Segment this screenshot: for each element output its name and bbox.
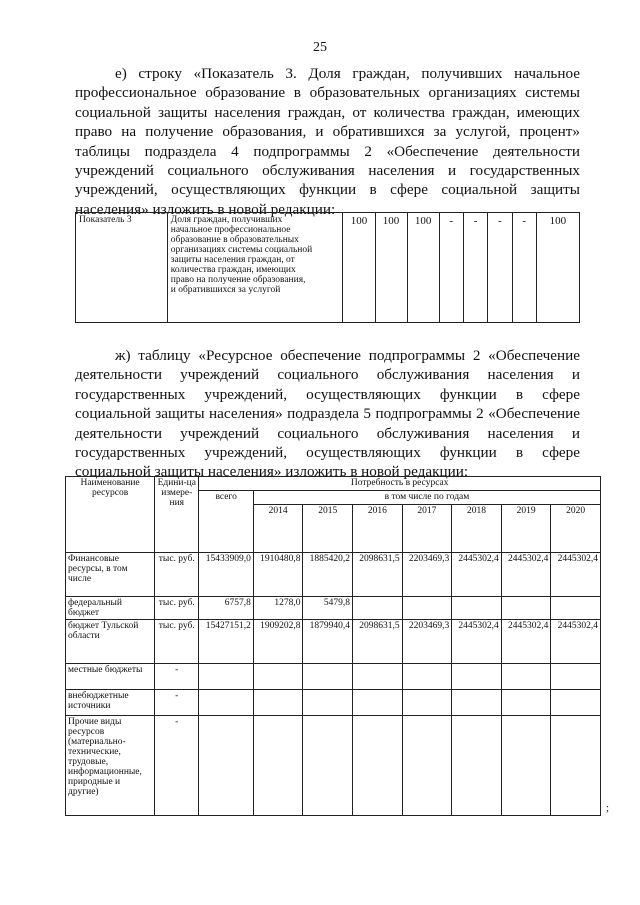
text-line: учреждений социального обслуживания населения и государственных	[75, 161, 580, 179]
resource-total: 15433909,0	[199, 553, 253, 597]
resource-year-value	[501, 597, 551, 620]
resource-year-value	[402, 716, 452, 816]
description-line: право на получение образования,	[170, 275, 306, 285]
text-line: профессиональное образование в образовательных организациях системы	[75, 84, 580, 102]
end-mark: ;	[606, 802, 610, 814]
resource-total	[199, 664, 253, 690]
description-line: организациях системы социальной	[170, 245, 313, 255]
resource-unit: -	[155, 716, 199, 816]
table-row	[66, 597, 601, 620]
resources-table	[65, 476, 601, 816]
resource-year-value	[551, 716, 601, 816]
resource-year-value	[253, 690, 303, 716]
resource-year-value: 2445302,4	[501, 620, 551, 664]
text-line: социальной защиты населения» изложить в новой редакции:	[75, 463, 469, 481]
table-row	[66, 716, 601, 816]
resource-name: внебюджетные источники	[66, 690, 155, 716]
indicator-value: 100	[407, 213, 439, 323]
text-line: социальной защиты населения граждан, от количества граждан, имеющих	[75, 103, 580, 121]
resource-year-value	[551, 597, 601, 620]
header-year: 2017	[402, 505, 452, 553]
header-year: 2018	[452, 505, 502, 553]
resource-year-value	[402, 690, 452, 716]
indicator-name: Показатель 3	[76, 213, 168, 323]
header-year: 2020	[551, 505, 601, 553]
indicator-table	[75, 212, 580, 323]
page-number: 25	[313, 40, 327, 55]
text-line: право на получение образования, и обратившихся за услугой, процент»	[75, 123, 580, 141]
header-year: 2015	[303, 505, 353, 553]
resource-year-value: 1910480,8	[253, 553, 303, 597]
indicator-value: 100	[536, 213, 579, 323]
text-line: населения» изложить в новой редакции:	[75, 200, 336, 218]
description-line: и обратившихся за услугой	[170, 285, 281, 295]
paragraph-zh	[75, 346, 580, 482]
text-line: деятельности учреждений социального обслуживания населения и	[75, 424, 580, 442]
resource-year-value: 2098631,5	[353, 553, 403, 597]
resource-year-value	[353, 597, 403, 620]
description-line: количества граждан, имеющих	[170, 265, 296, 275]
indicator-description	[167, 213, 343, 323]
description-line: Доля граждан, получивших	[170, 215, 283, 225]
resource-year-value	[452, 664, 502, 690]
resource-year-value	[501, 716, 551, 816]
resource-name: бюджет Тульской области	[66, 620, 155, 664]
resource-year-value: 2445302,4	[452, 553, 502, 597]
table-row	[66, 553, 601, 597]
indicator-value: -	[463, 213, 487, 323]
resource-year-value	[452, 690, 502, 716]
indicator-value: -	[439, 213, 463, 323]
resource-total	[199, 716, 253, 816]
header-resource: Наименование ресурсов	[66, 477, 155, 553]
resource-name: федеральный бюджет	[66, 597, 155, 620]
resource-year-value	[402, 597, 452, 620]
text-line: ж) таблицу «Ресурсное обеспечение подпрограммы 2 «Обеспечение	[115, 347, 580, 364]
header-year: 2019	[501, 505, 551, 553]
header-total: всего	[199, 491, 253, 553]
resource-total: 6757,8	[199, 597, 253, 620]
indicator-value: 100	[343, 213, 375, 323]
resource-year-value	[452, 597, 502, 620]
resource-unit: -	[155, 664, 199, 690]
resource-name: Финансовые ресурсы, в том числе	[66, 553, 155, 597]
resource-year-value	[353, 716, 403, 816]
resource-unit: тыс. руб.	[155, 597, 199, 620]
table-row	[66, 664, 601, 690]
resource-year-value: 2445302,4	[501, 553, 551, 597]
resource-name: местные бюджеты	[66, 664, 155, 690]
description-line: образование в образовательных	[170, 235, 299, 245]
resource-year-value	[501, 664, 551, 690]
resource-year-value	[303, 716, 353, 816]
resource-year-value: 2445302,4	[452, 620, 502, 664]
resource-year-value	[253, 716, 303, 816]
description-line: начальное профессиональное	[170, 225, 291, 235]
resource-year-value: 1879940,4	[303, 620, 353, 664]
resource-year-value: 1885420,2	[303, 553, 353, 597]
table-row	[66, 620, 601, 664]
indicator-value: -	[488, 213, 512, 323]
text-line: таблицы подраздела 4 подпрограммы 2 «Обеспечение деятельности	[75, 142, 580, 160]
indicator-value: -	[512, 213, 536, 323]
table-row	[66, 690, 601, 716]
indicator-value: 100	[375, 213, 407, 323]
resource-year-value	[402, 664, 452, 690]
resource-year-value: 2445302,4	[551, 620, 601, 664]
description-line: защиты населения граждан, от	[170, 255, 295, 265]
resource-total: 15427151,2	[199, 620, 253, 664]
header-need: Потребность в ресурсах	[199, 477, 601, 491]
header-year: 2014	[253, 505, 303, 553]
text-line: социальной защиты населения» подраздела 5 подпрограммы 2 «Обеспечение	[75, 405, 580, 423]
text-line: учреждений, осуществляющих функции в сфере социальной защиты	[75, 181, 580, 199]
header-by-year: в том числе по годам	[253, 491, 600, 505]
resource-year-value: 2098631,5	[353, 620, 403, 664]
resource-year-value	[452, 716, 502, 816]
resource-unit: -	[155, 690, 199, 716]
resource-unit: тыс. руб.	[155, 553, 199, 597]
resource-year-value	[501, 690, 551, 716]
text-line: государственных учреждений, осуществляющих функции в сфере	[75, 385, 580, 403]
text-line: е) строку «Показатель 3. Доля граждан, получивших начальное	[115, 65, 580, 82]
resource-total	[199, 690, 253, 716]
resource-year-value	[551, 664, 601, 690]
paragraph-e	[75, 64, 580, 219]
text-line: деятельности учреждений социального обслуживания населения и	[75, 366, 580, 384]
resource-year-value	[303, 664, 353, 690]
resource-year-value	[353, 690, 403, 716]
text-line: государственных учреждений, осуществляющих функции в сфере	[75, 443, 580, 461]
resource-unit: тыс. руб.	[155, 620, 199, 664]
resource-year-value: 2203469,3	[402, 620, 452, 664]
resource-year-value	[303, 690, 353, 716]
resource-year-value: 2203469,3	[402, 553, 452, 597]
resource-year-value: 2445302,4	[551, 553, 601, 597]
header-year: 2016	[353, 505, 403, 553]
resource-name: Прочие виды ресурсов (материально-технические, трудовые, информационные, природные и другие)	[66, 716, 155, 816]
header-unit: Едини-ца измере-ния	[155, 477, 199, 553]
resource-year-value	[253, 664, 303, 690]
resource-year-value: 1909202,8	[253, 620, 303, 664]
resource-year-value: 5479,8	[303, 597, 353, 620]
resource-year-value: 1278,0	[253, 597, 303, 620]
resource-year-value	[551, 690, 601, 716]
resource-year-value	[353, 664, 403, 690]
